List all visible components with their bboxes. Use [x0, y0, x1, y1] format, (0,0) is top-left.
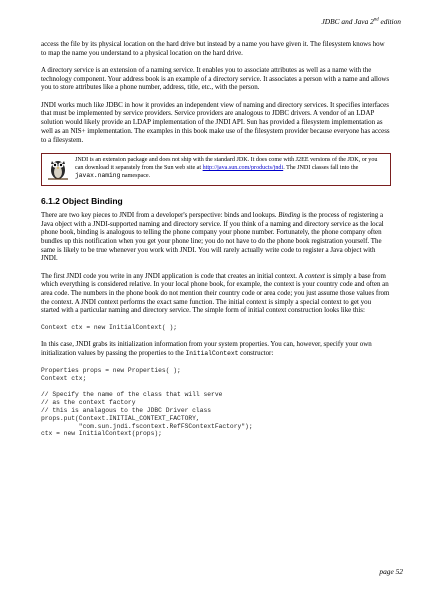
context-term: context — [304, 271, 325, 280]
note-package-name: javax.naming — [75, 171, 121, 179]
code-sample-initial-context: Context ctx = new InitialContext( ); — [41, 323, 178, 331]
code-sample-properties: Properties props = new Properties( ); Context ctx; // Specify the name of the class that will serve // as the context factory // this is analagous to the JDBC Driver class props.put(Context.INITIAL_CONTEXT_FACTORY, "com.sun.jndi.fscontext.RefFSContextFactory"); ctx = new InitialContext(props); — [41, 367, 253, 438]
header-title: JDBC and Java 2 — [321, 17, 374, 26]
note-text-middle: . The JNDI classes fall into the — [283, 164, 359, 171]
context-text-a: The first JNDI code you write in any JNDI application is code that creates an initial context. A — [41, 271, 305, 280]
jndi-download-link[interactable]: http://java.sun.com/products/jndi — [202, 164, 284, 171]
initialcontext-class-name: InitialContext — [185, 349, 239, 357]
paragraph-jndi-overview: JNDI works much like JDBC in how it provides an independent view of naming and directory services. It specifies interfaces that must be implemented by service providers. Service providers are analogous to JDBC drivers. A vendor of an LDAP solution would likely provide an LDAP implementation of the JNDI API. Sun has provided a filesystem implementation as well as an NIS+ implementation. The examples in this book make use of the filesystem provider because everyone has access to a filesystem. — [41, 100, 390, 144]
header-superscript: nd — [373, 17, 379, 23]
section-heading: 6.1.2 Object Binding — [41, 195, 123, 206]
properties-text-b: constructor: — [238, 348, 274, 357]
paragraph-filesystem: access the file by its physical location on the hard drive but instead by a name you have given it. The filesystem knows how to map the name you understand to a physical location on the hard drive. — [41, 40, 385, 57]
owl-icon — [46, 156, 70, 181]
note-text-start: JNDI is an extension package and does not ship with the standard JDK. It does come with J2EE versions of the JDK, or you can download it separately from the Sun web site at — [75, 156, 378, 171]
paragraph-context — [41, 272, 391, 316]
binding-text-b: is the process of registering a Java object with a JNDI-supported naming and directory service. If you think of a naming and directory service as the local phone book, binding is analogous to telling the phone company your phone number. Fortunately, the phone company often bundles up this notification when you get your phone line; you do not have to do the phone book registration yourself. The same is likely to be true whenever you work with JNDI. You will rarely actually write code to register a Java object with JNDI. — [41, 210, 384, 263]
running-header — [321, 17, 401, 26]
paragraph-properties — [41, 340, 391, 358]
binding-term: Binding — [278, 210, 301, 219]
note-text-end: namespace. — [120, 172, 151, 179]
context-text-b: is simply a base from which everything is considered relative. In your local phone book, for example, the context is your country code and often an area code. The numbers in the phone book do not mention their country code or area code; you just assume those values from the context. A JNDI context performs the exact same function. The initial context is simply a special context to get you started with a particular naming and directory service. The simple form of initial context construction looks like this: — [41, 271, 390, 315]
properties-text-a: In this case, JNDI grabs its initialization information from your system properties. You can, however, specify your own initialization values by passing the properties to the — [41, 340, 372, 357]
header-edition: edition — [378, 17, 401, 26]
page-body — [41, 40, 391, 447]
page-number: page 52 — [379, 567, 403, 576]
paragraph-directory-service: A directory service is an extension of a naming service. It enables you to associate attributes as well as a name with the technology component. Your address book is an example of a directory service. It associates a person with a name and allows you to store attributes like a phone number, address, title, etc., with the person. — [41, 66, 390, 92]
paragraph-binding — [41, 211, 391, 263]
binding-text-a: There are two key pieces to JNDI from a developer's perspective: binds and lookups. — [41, 210, 279, 219]
note-box — [41, 153, 391, 186]
